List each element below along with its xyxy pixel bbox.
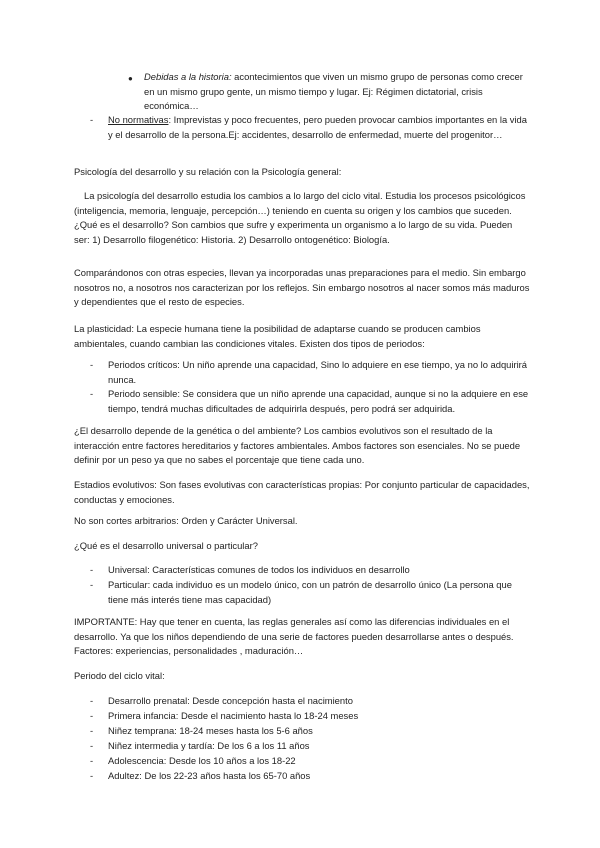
list-item-periodo-sensible: Periodo sensible: Se considera que un niño aprende una capacidad, aunque si no la adquiere en ese tiempo, tendrá muchas dificultades de adquirirla después, pero podrá ser adquirida. bbox=[108, 388, 529, 414]
list-item-primera-infancia: Primera infancia: Desde el nacimiento hasta lo 18-24 meses bbox=[108, 710, 359, 721]
dash-marker: - bbox=[90, 725, 94, 736]
paragraph-cortes: No son cortes arbitrarios: Orden y Carácter Universal. bbox=[74, 515, 298, 526]
dash-marker: - bbox=[90, 388, 94, 399]
list-item-ninez-temprana: Niñez temprana: 18-24 meses hasta los 5-6 años bbox=[108, 725, 313, 736]
dash-text: : Imprevistas y poco frecuentes, pero pueden provocar cambios importantes en la vida y el desarrollo de la persona.Ej: accidentes, desarrollo de enfermedad, muerte del progenitor… bbox=[108, 114, 527, 140]
dash-marker: - bbox=[90, 755, 94, 766]
dash-marker: - bbox=[90, 740, 94, 751]
dash-marker: - bbox=[90, 359, 94, 370]
paragraph-plasticidad: La plasticidad: La especie humana tiene la posibilidad de adaptarse cuando se producen cambios ambientales, cuando cambian las condiciones vitales. Existen dos tipos de periodos: bbox=[74, 323, 481, 349]
bullet-marker: ● bbox=[128, 74, 133, 83]
bullet-term: Debidas a la historia: bbox=[144, 71, 232, 82]
dash-marker: - bbox=[90, 770, 94, 781]
bullet-text: acontecimientos que viven un mismo grupo de personas como crecer en un mismo grupo gente, un mismo tiempo y lugar. Ej: Régimen dictatorial, crisis económica… bbox=[144, 71, 523, 111]
list-item-ninez-intermedia: Niñez intermedia y tardía: De los 6 a los 11 años bbox=[108, 740, 310, 751]
list-item-universal: Universal: Características comunes de todos los individuos en desarrollo bbox=[108, 564, 410, 575]
dash-item-no-normativas bbox=[108, 113, 530, 142]
list-item-particular: Particular: cada individuo es un modelo único, con un patrón de desarrollo único (La persona que tiene más interés tiene mas capacidad) bbox=[108, 579, 512, 605]
dash-marker: - bbox=[90, 710, 94, 721]
dash-marker: - bbox=[90, 579, 94, 590]
paragraph-comparandonos: Comparándonos con otras especies, llevan ya incorporadas unas preparaciones para el medio. Sin embargo nosotros no, a nosotros nos caracterizan por los reflejos. Sin embargo nosotros al nacer somos más maduros y dependientes que el resto de especies. bbox=[74, 267, 530, 307]
paragraph-genetica: ¿El desarrollo depende de la genética o del ambiente? Los cambios evolutivos son el resultado de la interacción entre factores hereditarios y factores ambientales. Ambos factores son esenciales. No se puede definir por un peso ya que no sabes el porcentaje que tiene cada uno. bbox=[74, 425, 521, 465]
list-item-adultez: Adultez: De los 22-23 años hasta los 65-70 años bbox=[108, 770, 311, 781]
dash-marker: - bbox=[90, 114, 94, 125]
heading-relacion: Psicología del desarrollo y su relación con la Psicología general: bbox=[74, 166, 342, 177]
dash-term: No normativas bbox=[108, 114, 169, 125]
list-item-adolescencia: Adolescencia: Desde los 10 años a los 18-22 bbox=[108, 755, 296, 766]
list-item-prenatal: Desarrollo prenatal: Desde concepción hasta el nacimiento bbox=[108, 695, 353, 706]
paragraph-importante: IMPORTANTE: Hay que tener en cuenta, las reglas generales así como las diferencias individuales en el desarrollo. Ya que los niños dependiendo de una serie de factores pueden desarrollarse antes o después. Factores: experiencias, personalidades , maduración… bbox=[74, 616, 514, 656]
bullet-item-historia bbox=[144, 70, 530, 114]
paragraph-estadios: Estadios evolutivos: Son fases evolutivas con características propias: Por conjunto particular de capacidades, conductas y emociones. bbox=[74, 479, 530, 505]
list-item-periodo-critico: Periodos críticos: Un niño aprende una capacidad, Sino lo adquiere en ese tiempo, ya no lo adquirirá nunca. bbox=[108, 359, 528, 385]
dash-marker: - bbox=[90, 564, 94, 575]
dash-marker: - bbox=[90, 695, 94, 706]
paragraph-psicologia: La psicología del desarrollo estudia los cambios a lo largo del ciclo vital. Estudia los procesos psicológicos (inteligencia, memoria, lenguaje, percepción…) teniendo en cuenta su origen y los cambios que suceden. ¿Qué es el desarrollo? Son cambios que sufre y experimenta un organismo a lo largo de su vida. Pueden ser: 1) Desarrollo filogenético: Historia. 2) Desarrollo ontogenético: Biología. bbox=[74, 190, 526, 245]
heading-ciclo-vital: Periodo del ciclo vital: bbox=[74, 670, 165, 681]
paragraph-universal-question: ¿Qué es el desarrollo universal o particular? bbox=[74, 540, 258, 551]
